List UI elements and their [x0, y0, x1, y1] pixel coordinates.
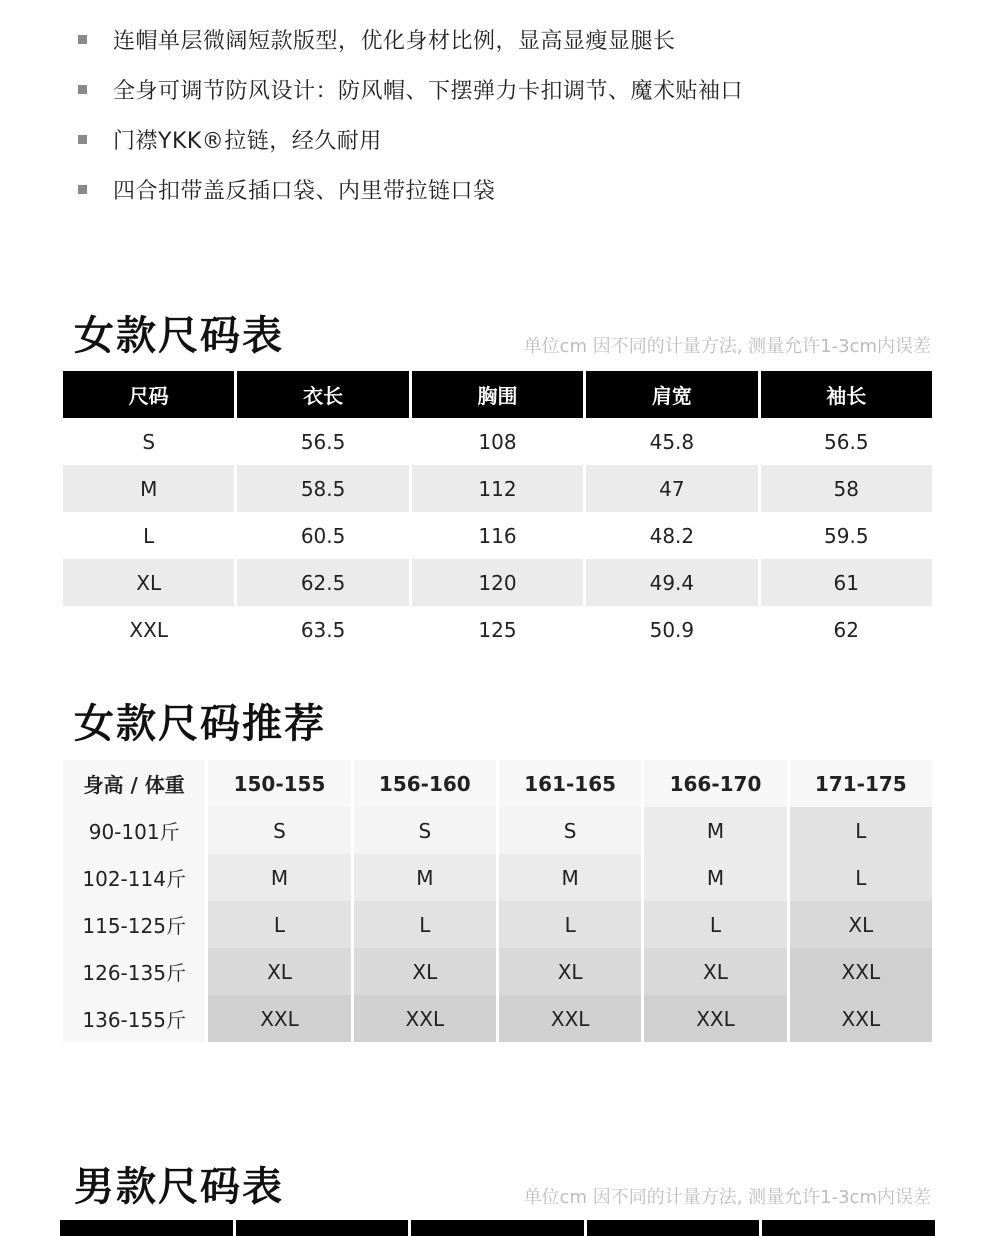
- feature-item: [78, 14, 958, 64]
- table-cell: 59.5: [824, 523, 869, 548]
- section-title: 男款尺码表: [74, 1164, 284, 1210]
- table-cell: S: [142, 429, 156, 454]
- feature-item: [78, 114, 958, 164]
- table-cell: M: [63, 465, 234, 512]
- column-header: 袖长: [761, 371, 932, 418]
- size-cell: L: [790, 807, 932, 854]
- column-header: [60, 1220, 233, 1236]
- feature-text: 全身可调节防风设计：防风帽、下摆弹力卡扣调节、魔术贴袖口: [113, 78, 744, 104]
- men-size-table-header-row: [60, 1220, 935, 1236]
- square-bullet-icon: [78, 135, 87, 144]
- weight-label: 136-155斤: [63, 995, 205, 1042]
- size-cell: XL: [499, 948, 641, 995]
- column-header: 胸围: [412, 371, 583, 418]
- table-cell: 58.5: [237, 465, 408, 512]
- men-size-table-header: [60, 1155, 935, 1211]
- size-cell: XL: [354, 948, 496, 995]
- weight-label: 126-135斤: [63, 948, 205, 995]
- size-cell: XXL: [354, 995, 496, 1042]
- women-size-table: [60, 371, 935, 653]
- size-cell: L: [208, 901, 350, 948]
- women-size-table-header: [60, 304, 935, 360]
- feature-text: 四合扣带盖反插口袋、内里带拉链口袋: [113, 178, 496, 204]
- weight-label: 90-101斤: [63, 807, 205, 854]
- size-cell: XL: [644, 948, 786, 995]
- size-cell: XXL: [644, 995, 786, 1042]
- table-cell: XL: [63, 559, 234, 606]
- feature-item: [78, 164, 958, 214]
- size-cell: M: [499, 854, 641, 901]
- size-cell: L: [354, 901, 496, 948]
- table-cell: 45.8: [649, 429, 695, 454]
- table-cell: 48.2: [649, 523, 695, 548]
- table-cell: 125: [478, 617, 517, 642]
- size-cell: XXL: [208, 995, 350, 1042]
- size-cell: XL: [790, 901, 932, 948]
- table-header-row: [63, 371, 932, 418]
- women-recommend-header: [60, 692, 935, 748]
- section-title: 女款尺码表: [74, 313, 284, 359]
- feature-item: [78, 64, 958, 114]
- column-header: 衣长: [237, 371, 408, 418]
- size-cell: XXL: [790, 995, 932, 1042]
- size-cell: L: [644, 901, 786, 948]
- column-header: [762, 1220, 935, 1236]
- size-cell: M: [644, 854, 786, 901]
- table-row: [63, 418, 932, 465]
- feature-text: 门襟YKK®拉链，经久耐用: [113, 128, 382, 154]
- size-cell: M: [354, 854, 496, 901]
- table-header-row: [63, 760, 932, 807]
- size-cell: XXL: [790, 948, 932, 995]
- table-cell: L: [143, 523, 155, 548]
- size-cell: XXL: [499, 995, 641, 1042]
- table-cell: 61: [761, 559, 932, 606]
- column-header: [236, 1220, 409, 1236]
- table-cell: 47: [586, 465, 757, 512]
- table-cell: XXL: [129, 617, 168, 642]
- table-row: [63, 465, 932, 512]
- measurement-note: 单位cm 因不同的计量方法, 测量允许1-3cm内误差: [523, 1187, 931, 1208]
- table-cell: 50.9: [649, 617, 695, 642]
- square-bullet-icon: [78, 85, 87, 94]
- height-header: 166-170: [644, 760, 786, 807]
- table-row: [63, 995, 932, 1042]
- table-row: [63, 854, 932, 901]
- size-cell: XL: [208, 948, 350, 995]
- measurement-note: 单位cm 因不同的计量方法, 测量允许1-3cm内误差: [523, 336, 931, 357]
- table-cell: 62.5: [237, 559, 408, 606]
- corner-label: 身高 / 体重: [63, 760, 205, 807]
- column-header: [587, 1220, 760, 1236]
- size-cell: S: [354, 807, 496, 854]
- column-header: [411, 1220, 584, 1236]
- square-bullet-icon: [78, 35, 87, 44]
- weight-label: 102-114斤: [63, 854, 205, 901]
- table-row: [63, 559, 932, 606]
- height-header: 156-160: [354, 760, 496, 807]
- feature-list: [78, 14, 958, 214]
- table-cell: 60.5: [300, 523, 346, 548]
- table-cell: 116: [478, 523, 517, 548]
- table-row: [63, 512, 932, 559]
- size-cell: S: [499, 807, 641, 854]
- size-cell: M: [208, 854, 350, 901]
- table-cell: 112: [412, 465, 583, 512]
- column-header: 肩宽: [586, 371, 757, 418]
- size-cell: L: [499, 901, 641, 948]
- height-header: 171-175: [790, 760, 932, 807]
- weight-label: 115-125斤: [63, 901, 205, 948]
- women-recommend-table: [60, 760, 935, 1042]
- table-cell: 58: [761, 465, 932, 512]
- table-cell: 56.5: [824, 429, 869, 454]
- size-cell: M: [644, 807, 786, 854]
- height-header: 161-165: [499, 760, 641, 807]
- table-cell: 108: [478, 429, 517, 454]
- height-header: 150-155: [208, 760, 350, 807]
- size-cell: L: [790, 854, 932, 901]
- table-row: [63, 606, 932, 653]
- section-title: 女款尺码推荐: [74, 701, 326, 747]
- column-header: 尺码: [63, 371, 234, 418]
- table-row: [63, 948, 932, 995]
- square-bullet-icon: [78, 185, 87, 194]
- table-cell: 63.5: [300, 617, 346, 642]
- table-cell: 120: [412, 559, 583, 606]
- feature-text: 连帽单层微阔短款版型，优化身材比例，显高显瘦显腿长: [113, 28, 676, 54]
- table-cell: 49.4: [586, 559, 757, 606]
- size-cell: S: [208, 807, 350, 854]
- table-cell: 62: [833, 617, 859, 642]
- table-row: [63, 807, 932, 854]
- table-cell: 56.5: [300, 429, 346, 454]
- table-row: [63, 901, 932, 948]
